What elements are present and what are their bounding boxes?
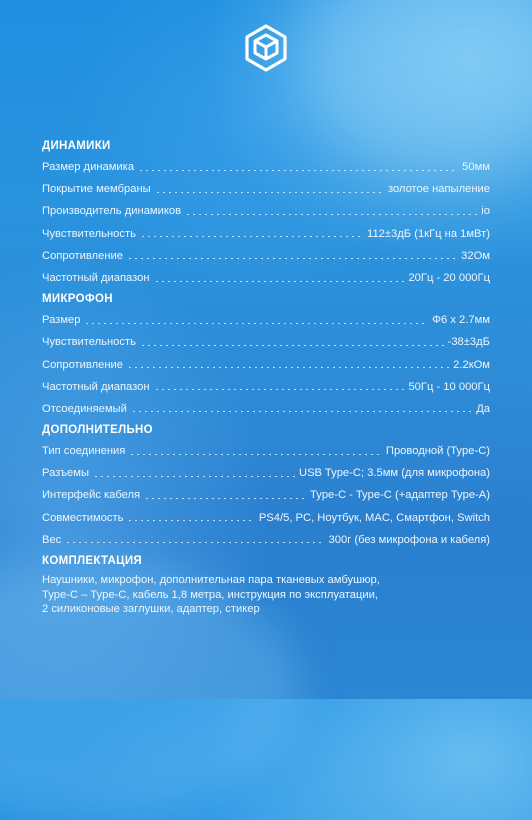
section-microphone bbox=[42, 289, 490, 420]
kit-line: Наушники, микрофон, дополнительная пара тканевых амбушюр, bbox=[42, 574, 380, 586]
dotted-leader bbox=[144, 498, 306, 499]
section-title-kit: КОМПЛЕКТАЦИЯ bbox=[42, 555, 142, 567]
spec-label: Вес bbox=[42, 533, 62, 546]
kit-text bbox=[42, 573, 490, 617]
spec-value: 112±3дБ (1кГц на 1мВт) bbox=[367, 227, 490, 240]
spec-row bbox=[42, 354, 490, 376]
spec-label: Частотный диапазон bbox=[42, 380, 150, 393]
dotted-leader bbox=[185, 214, 477, 215]
dotted-leader bbox=[154, 281, 405, 282]
dotted-leader bbox=[138, 170, 458, 171]
dotted-leader bbox=[93, 476, 295, 477]
dotted-leader bbox=[140, 236, 363, 237]
spec-value: 50мм bbox=[462, 161, 490, 173]
spec-value: 300г (без микрофона и кабеля) bbox=[328, 533, 490, 546]
spec-label: Покрытие мембраны bbox=[42, 183, 151, 196]
spec-label: Разъемы bbox=[42, 467, 90, 480]
spec-value: 32Ом bbox=[461, 249, 490, 262]
rows-additional bbox=[42, 440, 490, 551]
spec-value: 20Гц - 20 000Гц bbox=[408, 271, 490, 284]
spec-row bbox=[42, 376, 490, 398]
spec-row bbox=[42, 309, 490, 331]
section-title-microphone: МИКРОФОН bbox=[42, 293, 113, 306]
spec-value: 2.2кОм bbox=[453, 358, 490, 371]
dotted-leader bbox=[127, 367, 449, 368]
spec-label: Размер bbox=[42, 314, 81, 327]
spec-row bbox=[42, 398, 490, 420]
dotted-leader bbox=[154, 389, 405, 390]
section-additional bbox=[42, 420, 490, 551]
spec-row bbox=[42, 462, 490, 484]
spec-row bbox=[42, 223, 490, 245]
spec-row bbox=[42, 331, 490, 353]
spec-label: Чувствительность bbox=[42, 336, 136, 349]
spec-label: Чувствительность bbox=[42, 227, 136, 240]
spec-row bbox=[42, 267, 490, 289]
kit-line: 2 силиконовые заглушки, адаптер, стикер bbox=[42, 603, 260, 615]
dotted-leader bbox=[155, 192, 384, 193]
spec-row bbox=[42, 178, 490, 200]
section-title-speakers: ДИНАМИКИ bbox=[42, 140, 111, 152]
kit-line: Type-C – Type-C, кабель 1,8 метра, инструкция по эксплуатации, bbox=[42, 588, 379, 601]
spec-value: Проводной (Type-C) bbox=[385, 445, 490, 458]
rows-speakers bbox=[42, 156, 490, 289]
dotted-leader bbox=[127, 520, 254, 521]
spec-row bbox=[42, 484, 490, 506]
dotted-leader bbox=[131, 411, 472, 412]
spec-label: Сопротивление bbox=[42, 358, 124, 371]
dotted-leader bbox=[140, 345, 444, 346]
section-title-additional: ДОПОЛНИТЕЛЬНО bbox=[42, 424, 153, 437]
spec-row bbox=[42, 245, 490, 267]
spec-label: Сопротивление bbox=[42, 249, 124, 262]
section-kit bbox=[42, 551, 490, 617]
spec-label: Совместимость bbox=[42, 511, 124, 524]
spec-label: Частотный диапазон bbox=[42, 271, 150, 284]
spec-value: io bbox=[481, 205, 490, 218]
dotted-leader bbox=[65, 542, 324, 543]
spec-row bbox=[42, 507, 490, 529]
spec-row bbox=[42, 440, 490, 462]
spec-row bbox=[42, 156, 490, 178]
spec-label: Интерфейс кабеля bbox=[42, 489, 141, 502]
dotted-leader bbox=[84, 323, 428, 324]
cube-hexagon-logo-icon bbox=[244, 24, 288, 72]
dotted-leader bbox=[127, 258, 457, 259]
spec-value: Да bbox=[476, 402, 490, 415]
spec-row bbox=[42, 200, 490, 222]
spec-value: USB Type-C; 3.5мм (для микрофона) bbox=[298, 467, 490, 480]
spec-value: Φ6 x 2.7мм bbox=[432, 314, 490, 327]
spec-value: -38±3дБ bbox=[447, 336, 490, 349]
spec-row bbox=[42, 529, 490, 551]
spec-label: Производитель динамиков bbox=[42, 205, 182, 218]
spec-value: PS4/5, PC, Ноутбук, MAC, Смартфон, Switch bbox=[258, 511, 490, 524]
rows-microphone bbox=[42, 309, 490, 420]
spec-label: Отсоединяемый bbox=[42, 402, 127, 415]
section-speakers bbox=[42, 136, 490, 289]
spec-label: Размер динамика bbox=[42, 161, 135, 173]
spec-sheet bbox=[42, 136, 490, 617]
spec-value: 50Гц - 10 000Гц bbox=[408, 380, 490, 393]
spec-value: золотое напыление bbox=[387, 183, 490, 196]
spec-value: Type-C - Type-C (+адаптер Type-A) bbox=[310, 489, 490, 502]
dotted-leader bbox=[129, 454, 382, 455]
spec-label: Тип соединения bbox=[42, 445, 126, 458]
